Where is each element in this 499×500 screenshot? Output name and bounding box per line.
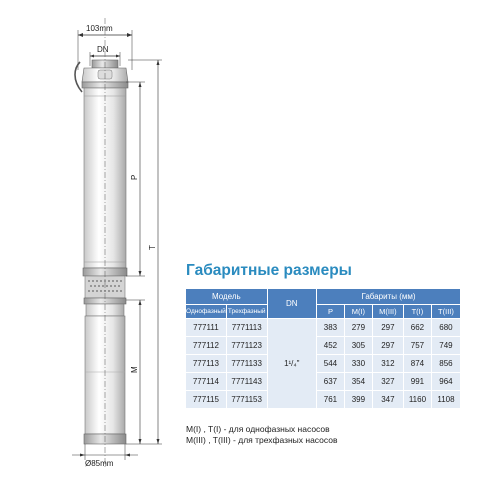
- cell-m3: 312: [372, 355, 403, 373]
- cell-dn: 1¹/₄": [267, 319, 316, 409]
- cell-three-model: 7771133: [226, 355, 267, 373]
- table-row: [186, 355, 461, 373]
- cell-three-model: 7771113: [226, 319, 267, 337]
- p-label: P: [130, 174, 139, 180]
- cell-single-model: 777114: [186, 373, 227, 391]
- diameter-label: Ø85mm: [85, 459, 114, 468]
- cell-single-model: 777112: [186, 337, 227, 355]
- col-header-t1: T(I): [403, 305, 431, 319]
- cell-t3: 964: [431, 373, 460, 391]
- single-phase-header: Однофазный: [186, 305, 227, 319]
- dn-header: DN: [267, 289, 316, 319]
- cell-t3: 680: [431, 319, 460, 337]
- cell-three-model: 7771143: [226, 373, 267, 391]
- cell-m1: 279: [344, 319, 372, 337]
- cable: [75, 62, 82, 92]
- cell-t1: 874: [403, 355, 431, 373]
- dn-label: DN: [97, 45, 109, 54]
- cell-t3: 856: [431, 355, 460, 373]
- legend: [186, 424, 337, 446]
- model-header: Модель: [186, 289, 268, 305]
- width-label: 103mm: [86, 24, 113, 33]
- col-header-m1: M(I): [344, 305, 372, 319]
- cell-t3: 749: [431, 337, 460, 355]
- m-label: M: [130, 366, 139, 373]
- cell-t1: 757: [403, 337, 431, 355]
- cell-three-model: 7771153: [226, 391, 267, 409]
- cell-p: 637: [316, 373, 344, 391]
- cell-t1: 1160: [403, 391, 431, 409]
- cell-single-model: 777111: [186, 319, 227, 337]
- cell-p: 761: [316, 391, 344, 409]
- cell-m1: 354: [344, 373, 372, 391]
- dimensions-table: [185, 288, 461, 409]
- col-header-p: P: [316, 305, 344, 319]
- m-dimension: [126, 300, 145, 444]
- cell-three-model: 7771123: [226, 337, 267, 355]
- cell-m3: 347: [372, 391, 403, 409]
- cell-single-model: 777115: [186, 391, 227, 409]
- cell-m1: 330: [344, 355, 372, 373]
- t-dimension: [126, 60, 162, 444]
- dims-header: Габариты (мм): [316, 289, 460, 305]
- table-row: [186, 337, 461, 355]
- cell-p: 452: [316, 337, 344, 355]
- table-row: [186, 391, 461, 409]
- cell-m1: 399: [344, 391, 372, 409]
- cell-m3: 327: [372, 373, 403, 391]
- table-row: [186, 319, 461, 337]
- col-header-m3: M(III): [372, 305, 403, 319]
- cell-t3: 1108: [431, 391, 460, 409]
- legend-single-phase: M(I) , T(I) - для однофазных насосов: [186, 424, 330, 434]
- p-dimension: [126, 82, 145, 276]
- legend-three-phase: M(III) , T(III) - для трехфазных насосов: [186, 435, 338, 445]
- col-header-t3: T(III): [431, 305, 460, 319]
- cell-p: 383: [316, 319, 344, 337]
- cell-t1: 991: [403, 373, 431, 391]
- table-row: [186, 373, 461, 391]
- cell-m3: 297: [372, 337, 403, 355]
- cell-t1: 662: [403, 319, 431, 337]
- page-title: Габаритные размеры: [186, 262, 352, 279]
- cell-single-model: 777113: [186, 355, 227, 373]
- t-label: T: [148, 245, 157, 250]
- three-phase-header: Трехфазный: [226, 305, 267, 319]
- cell-m3: 297: [372, 319, 403, 337]
- cell-p: 544: [316, 355, 344, 373]
- cell-m1: 305: [344, 337, 372, 355]
